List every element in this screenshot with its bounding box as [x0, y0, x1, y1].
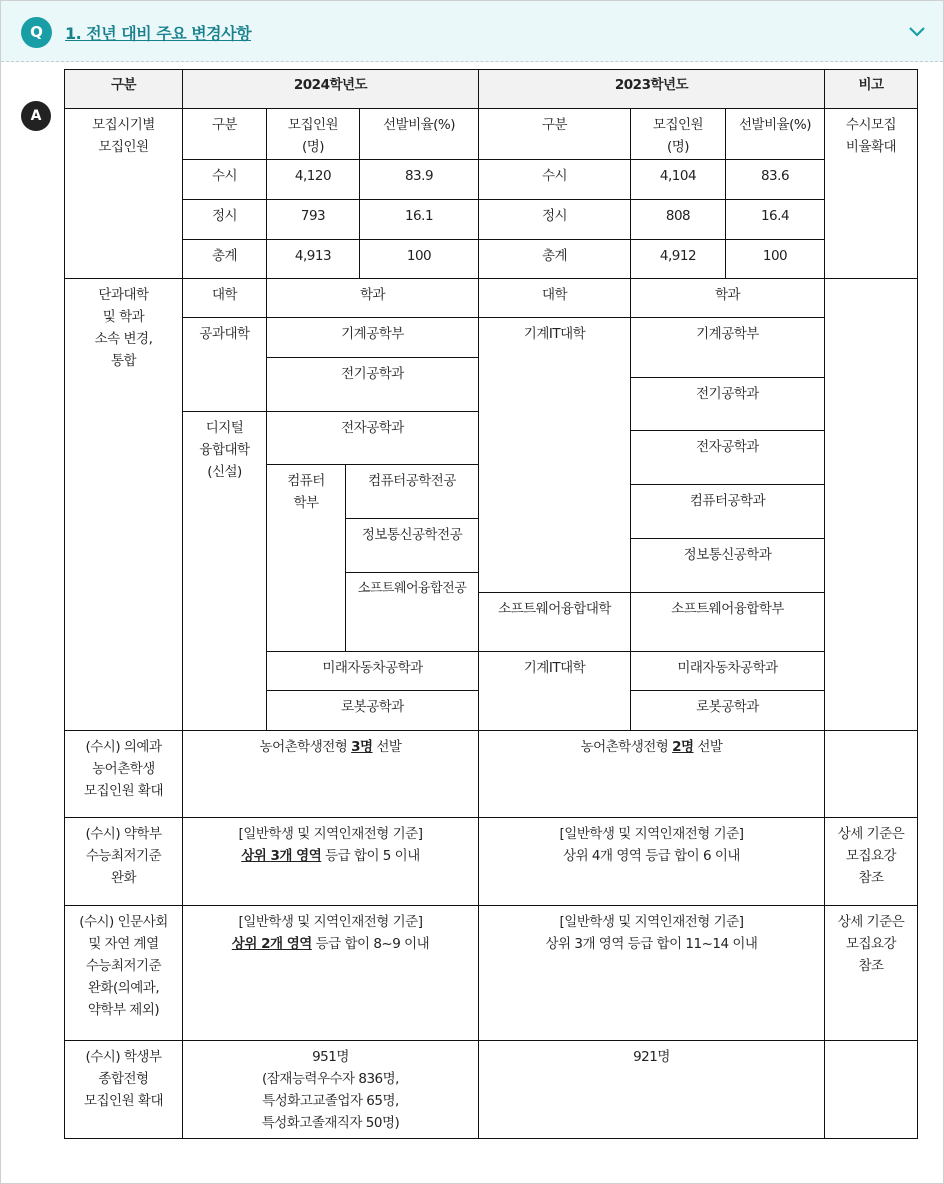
cell-y2023 — [478, 817, 825, 906]
cell: 4,120 — [266, 159, 360, 200]
row-label: 단과대학 및 학과 소속 변경, 통합 — [64, 278, 183, 731]
cell-text: 상위 3개 영역 등급 합이 11~14 이내 — [545, 936, 758, 952]
cell-y2024 — [182, 730, 479, 818]
cell: 미래자동차공학과 — [266, 651, 479, 691]
changes-table — [64, 69, 918, 1139]
row-label: (수시) 인문사회 및 자연 계열 수능최저기준 완화(의예과, 약학부 제외) — [64, 905, 183, 1041]
row-label: (수시) 학생부 종합전형 모집인원 확대 — [64, 1040, 183, 1139]
cell-text: 등급 합이 5 이내 — [321, 848, 420, 864]
sub-header: 구분 — [478, 108, 631, 160]
cell: 100 — [359, 239, 479, 279]
cell-text: 상위 4개 영역 등급 합이 6 이내 — [563, 848, 740, 864]
cell-text: 농어촌학생전형 — [580, 739, 673, 755]
header-category: 구분 — [64, 69, 183, 109]
note-cell: 상세 기준은 모집요강 참조 — [824, 905, 918, 1041]
cell: 소프트웨어융합학부 — [630, 592, 825, 652]
highlight-text: 3명 — [351, 739, 373, 755]
cell: 100 — [725, 239, 825, 279]
cell-y2024 — [182, 817, 479, 906]
cell: 로봇공학과 — [630, 690, 825, 731]
cell: 793 — [266, 199, 360, 240]
note-cell: 상세 기준은 모집요강 참조 — [824, 817, 918, 906]
cell-text: 농어촌학생전형 — [259, 739, 352, 755]
cell-y2023 — [478, 905, 825, 1041]
cell-line: [일반학생 및 지역인재전형 기준] — [238, 914, 423, 930]
note-cell — [824, 730, 918, 818]
cell: 기계IT대학 — [478, 651, 631, 731]
cell: 전자공학과 — [266, 411, 479, 465]
cell: 소프트웨어융합전공 — [345, 572, 479, 652]
cell: 16.1 — [359, 199, 479, 240]
cell-line: 921명 — [633, 1049, 670, 1065]
cell-y2024 — [182, 1040, 479, 1139]
cell: 미래자동차공학과 — [630, 651, 825, 691]
highlight-text: 상위 3개 영역 — [241, 848, 322, 864]
cell: 정보통신공학과 — [630, 538, 825, 593]
highlight-text: 상위 2개 영역 — [231, 936, 312, 952]
sub-header: 학과 — [630, 278, 825, 318]
cell-y2023 — [478, 730, 825, 818]
cell-line: [일반학생 및 지역인재전형 기준] — [559, 914, 744, 930]
cell: 정시 — [182, 199, 267, 240]
header-note: 비고 — [824, 69, 918, 109]
cell-text: 선발 — [372, 739, 402, 755]
note-cell — [824, 1040, 918, 1139]
note-cell — [824, 278, 918, 731]
cell: 총계 — [182, 239, 267, 279]
cell: 전자공학과 — [630, 430, 825, 485]
cell-text: 선발 — [693, 739, 723, 755]
sub-header: 구분 — [182, 108, 267, 160]
cell: 808 — [630, 199, 726, 240]
cell: 수시 — [478, 159, 631, 200]
chevron-down-icon[interactable] — [905, 19, 929, 43]
highlight-text: 2명 — [672, 739, 694, 755]
cell: 4,104 — [630, 159, 726, 200]
cell: 총계 — [478, 239, 631, 279]
sub-header: 선발비율(%) — [359, 108, 479, 160]
cell: 공과대학 — [182, 317, 267, 412]
cell-line: 951명 (잠재능력우수자 836명, 특성화고교졸업자 65명, 특성화고졸재직자 50명) — [261, 1049, 400, 1131]
cell: 소프트웨어융합대학 — [478, 592, 631, 652]
row-label: (수시) 의예과 농어촌학생 모집인원 확대 — [64, 730, 183, 818]
row-label: (수시) 약학부 수능최저기준 완화 — [64, 817, 183, 906]
cell: 83.6 — [725, 159, 825, 200]
note-cell: 수시모집 비율확대 — [824, 108, 918, 279]
cell-y2023 — [478, 1040, 825, 1139]
cell: 수시 — [182, 159, 267, 200]
cell: 4,912 — [630, 239, 726, 279]
cell: 컴퓨터 학부 — [266, 464, 346, 652]
cell: 디지털 융합대학 (신설) — [182, 411, 267, 731]
faq-question-header[interactable] — [1, 1, 943, 62]
question-title-link[interactable]: 1. 전년 대비 주요 변경사항 — [65, 24, 252, 43]
cell: 정보통신공학전공 — [345, 518, 479, 573]
cell: 4,913 — [266, 239, 360, 279]
cell-y2024 — [182, 905, 479, 1041]
cell: 컴퓨터공학과 — [630, 484, 825, 539]
cell: 정시 — [478, 199, 631, 240]
sub-header: 대학 — [478, 278, 631, 318]
header-2023: 2023학년도 — [478, 69, 825, 109]
cell-line: [일반학생 및 지역인재전형 기준] — [559, 826, 744, 842]
cell: 기계공학부 — [266, 317, 479, 358]
sub-header: 모집인원 (명) — [630, 108, 726, 160]
cell: 기계IT대학 — [478, 317, 631, 593]
cell: 전기공학과 — [266, 357, 479, 412]
sub-header: 선발비율(%) — [725, 108, 825, 160]
sub-header: 학과 — [266, 278, 479, 318]
cell: 로봇공학과 — [266, 690, 479, 731]
sub-header: 모집인원 (명) — [266, 108, 360, 160]
cell: 전기공학과 — [630, 377, 825, 431]
cell-line: [일반학생 및 지역인재전형 기준] — [238, 826, 423, 842]
cell: 83.9 — [359, 159, 479, 200]
cell-text: 등급 합이 8~9 이내 — [311, 936, 430, 952]
header-2024: 2024학년도 — [182, 69, 479, 109]
cell: 컴퓨터공학전공 — [345, 464, 479, 519]
cell: 16.4 — [725, 199, 825, 240]
sub-header: 대학 — [182, 278, 267, 318]
a-badge: A — [21, 101, 51, 131]
q-badge: Q — [21, 17, 52, 48]
cell: 기계공학부 — [630, 317, 825, 378]
row-label: 모집시기별 모집인원 — [64, 108, 183, 279]
